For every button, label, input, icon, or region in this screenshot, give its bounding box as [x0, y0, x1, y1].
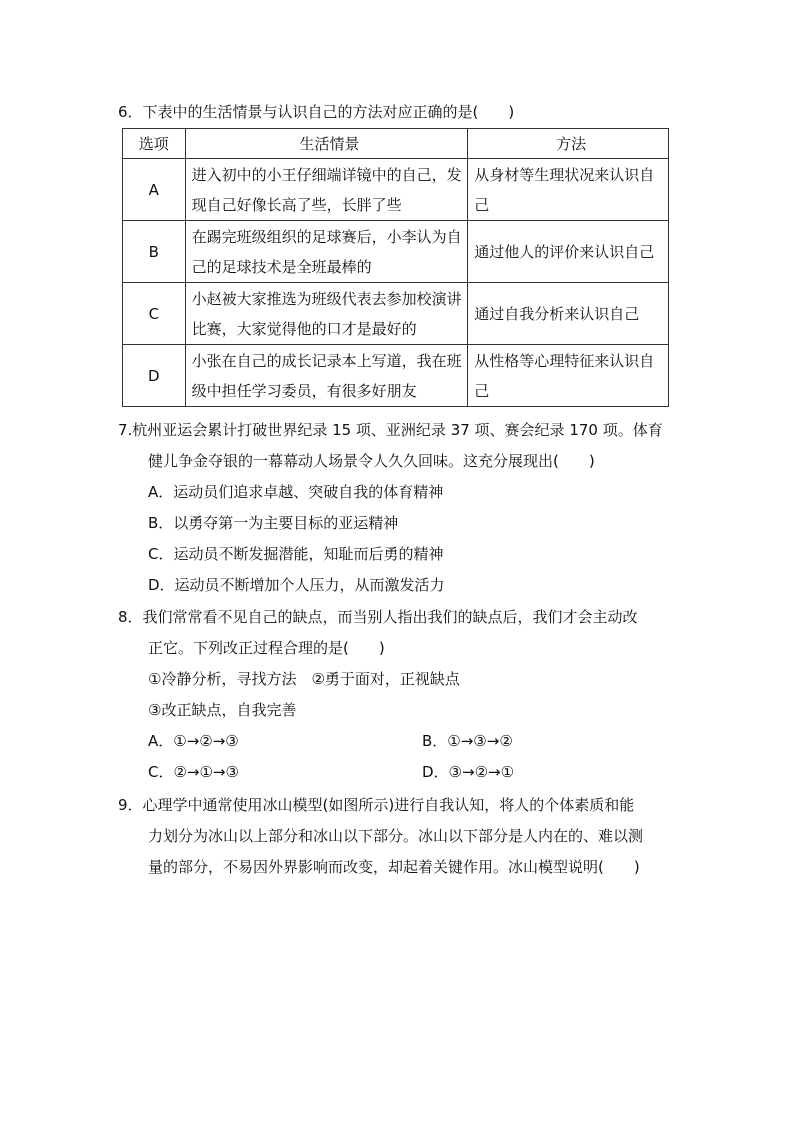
question-8-items-line-2: ③改正缺点，自我完善 — [148, 701, 297, 719]
row-method-text: 从性格等心理特征来认识自己 — [474, 351, 655, 400]
question-8-option-c[interactable]: C．②→①→③ — [148, 763, 239, 781]
row-scene — [185, 283, 468, 345]
row-scene — [185, 345, 468, 407]
question-7-line-1: 7.杭州亚运会累计打破世界纪录 15 项、亚洲纪录 37 项、赛会纪录 170 项。体育 — [118, 421, 663, 439]
question-7-option-a[interactable]: A．运动员们追求卓越、突破自我的体育精神 — [148, 483, 444, 501]
question-8-items-line-1: ①冷静分析，寻找方法 ②勇于面对，正视缺点 — [148, 670, 460, 688]
question-8-line-1: 8．我们常常看不见自己的缺点，而当别人指出我们的缺点后，我们才会主动改 — [118, 608, 638, 626]
question-9-line-3: 量的部分，不易因外界影响而改变，却起着关键作用。冰山模型说明( ) — [148, 858, 640, 876]
row-method-text: 从身材等生理状况来认识自己 — [474, 165, 655, 214]
question-8-line-2: 正它。下列改正过程合理的是( ) — [148, 639, 385, 657]
table-row — [123, 159, 669, 221]
question-6-table — [122, 128, 669, 407]
question-6-stem: 6．下表中的生活情景与认识自己的方法对应正确的是( ) — [118, 103, 515, 121]
question-8-option-b[interactable]: B．①→③→② — [422, 732, 513, 750]
row-option: D — [123, 345, 186, 407]
row-option: A — [123, 159, 186, 221]
row-option: C — [123, 283, 186, 345]
question-8-option-d[interactable]: D．③→②→① — [422, 763, 515, 781]
table-row — [123, 283, 669, 345]
question-7-option-c[interactable]: C．运动员不断发掘潜能，知耻而后勇的精神 — [148, 545, 444, 563]
row-option: B — [123, 221, 186, 283]
question-7-line-2: 健儿争金夺银的一幕幕动人场景令人久久回味。这充分展现出( ) — [148, 452, 595, 470]
question-7-option-d[interactable]: D．运动员不断增加个人压力，从而激发活力 — [148, 576, 445, 594]
row-scene-text: 小赵被大家推选为班级代表去参加校演讲比赛，大家觉得他的口才是最好的 — [191, 289, 462, 338]
row-method — [468, 221, 669, 283]
row-scene — [185, 221, 468, 283]
header-option: 选项 — [123, 129, 186, 159]
question-9-line-2: 力划分为冰山以上部分和冰山以下部分。冰山以下部分是人内在的、难以测 — [148, 827, 644, 845]
table-header-row — [123, 129, 669, 159]
row-scene-text: 小张在自己的成长记录本上写道，我在班级中担任学习委员，有很多好朋友 — [191, 351, 462, 400]
header-scene: 生活情景 — [185, 129, 468, 159]
row-method — [468, 283, 669, 345]
row-method — [468, 345, 669, 407]
row-method — [468, 159, 669, 221]
table-row — [123, 221, 669, 283]
question-8-option-a[interactable]: A．①→②→③ — [148, 732, 239, 750]
row-scene-text: 在踢完班级组织的足球赛后，小李认为自己的足球技术是全班最棒的 — [191, 227, 462, 276]
question-7-option-b[interactable]: B．以勇夺第一为主要目标的亚运精神 — [148, 514, 399, 532]
header-method: 方法 — [468, 129, 669, 159]
table-row — [123, 345, 669, 407]
row-scene — [185, 159, 468, 221]
row-method-text: 通过他人的评价来认识自己 — [474, 242, 655, 261]
row-scene-text: 进入初中的小王仔细端详镜中的自己，发现自己好像长高了些，长胖了些 — [191, 165, 462, 214]
question-9-line-1: 9．心理学中通常使用冰山模型(如图所示)进行自我认知，将人的个体素质和能 — [118, 796, 635, 814]
row-method-text: 通过自我分析来认识自己 — [474, 304, 640, 323]
